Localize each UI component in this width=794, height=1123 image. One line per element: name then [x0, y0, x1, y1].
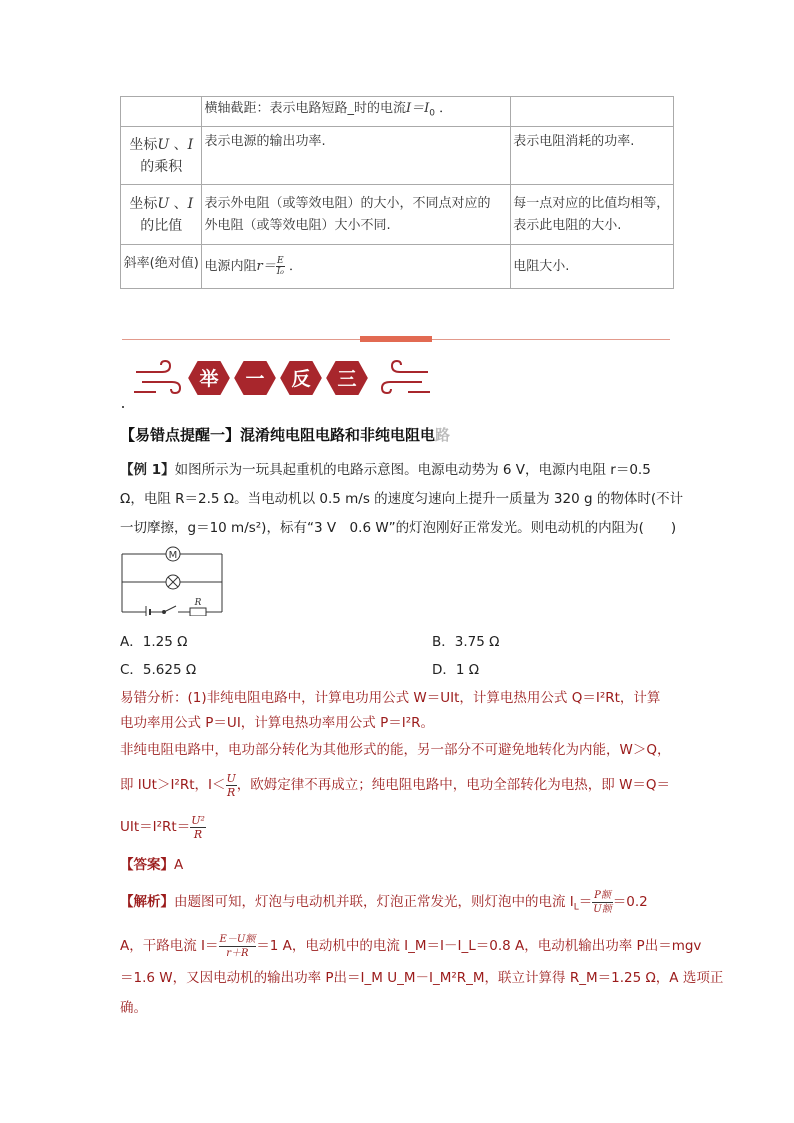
fraction: $\frac{E}{\text{I₀}}$ [276, 255, 284, 277]
table-cell: 斜率(绝对值) [121, 245, 202, 289]
table-cell: 电阻大小. [511, 245, 674, 289]
banner-accent-bar [360, 336, 432, 342]
error-point-heading: 【易错点提醒一】混淆纯电阻电路和非纯电阻电路 [120, 426, 451, 444]
cloud-ornament-right-icon [382, 361, 430, 393]
table-cell: 表示外电阻（或等效电阻）的大小，不同点对应的 外电阻（或等效电阻）大小不同. [202, 185, 511, 245]
fraction: $\frac{U}{R}$ [226, 771, 236, 799]
solution-line-2: A，干路电流 I＝ $\frac{\text{E－U额}}{r+R}$ ＝1 A，电动机中的电流 I_M＝I－I_L＝0.8 A，电动机输出功率 P出＝mgv [120, 933, 702, 959]
table-row [121, 97, 674, 127]
example-line-3: 一切摩擦，g＝10 m/s²)，标有“3 V 0.6 W”的灯泡刚好正常发光。则电动机的内阻为( ) [120, 520, 677, 536]
analysis-line-5: UIt＝I²Rt＝ $\frac{\text{U²}}{R}$ [120, 813, 205, 841]
option-b: B．3.75 Ω [432, 634, 500, 650]
banner-char-3: 反 [291, 368, 311, 390]
fraction: $\frac{\text{P额}}{\text{U额}}$ [593, 889, 612, 915]
table-row [121, 245, 674, 289]
table-cell [511, 97, 674, 127]
table-cell: 每一点对应的比值均相等， 表示此电阻的大小. [511, 185, 674, 245]
table-row [121, 127, 674, 185]
analysis-line-3: 非纯电阻电路中，电功部分转化为其他形式的能，另一部分不可避免地转化为内能，W＞Q， [120, 742, 671, 758]
table-cell: 坐标U 、I 的比值 [121, 185, 202, 245]
resistor-label: R [194, 598, 202, 608]
table-cell: 表示电源的输出功率. [202, 127, 511, 185]
stray-dot [122, 406, 124, 408]
cloud-ornament-left-icon [134, 361, 180, 393]
table-cell: 电源内阻r＝ $\frac{E}{\text{I₀}}$ ． [202, 245, 511, 289]
motor-label: M [168, 550, 178, 561]
option-d: D．1 Ω [432, 662, 480, 678]
banner-char-2: 一 [245, 368, 265, 390]
solution-line-4: 确。 [120, 1000, 147, 1016]
fraction: $\frac{\text{E－U额}}{r+R}$ [219, 933, 256, 959]
solution-line-3: ＝1.6 W，又因电动机的输出功率 P出＝I_M U_M－I_M²R_M，联立计算得 R_M＝1.25 Ω，A 选项正 [120, 970, 724, 986]
option-c: C．5.625 Ω [120, 662, 197, 678]
table-cell: 坐标U 、I 的乘积 [121, 127, 202, 185]
solution-line-1: 【解析】由题图可知，灯泡与电动机并联，灯泡正常发光，则灯泡中的电流 $I_L=$ $\frac{\text{P额}}{\text{U额}}$ ＝0.2 [120, 889, 648, 915]
analysis-line-1: 易错分析：(1)非纯电阻电路中，计算电功用公式 W＝UIt，计算电热用公式 Q＝I²Rt，计算 [120, 690, 661, 706]
table-cell: 横轴截距：表示电路短路_时的电流$I=I_0$ ． [202, 97, 511, 127]
table-row [121, 185, 674, 245]
example-line-1: 【例 1】如图所示为一玩具起重机的电路示意图。电源电动势为 6 V，电源内电阻 r＝0.5 [120, 462, 651, 478]
banner-char-4: 三 [337, 368, 357, 390]
banner-char-1: 举 [199, 368, 219, 390]
circuit-diagram [118, 544, 228, 616]
table-cell: 表示电阻消耗的功率. [511, 127, 674, 185]
iu-graph-table [120, 96, 674, 289]
analysis-line-4: 即 IUt＞I²Rt，I＜ $\frac{U}{R}$ ，欧姆定律不再成立；纯电阻电路中，电功全部转化为电热，即 W＝Q＝ [120, 771, 671, 799]
option-a: A．1.25 Ω [120, 634, 188, 650]
example-line-2: Ω，电阻 R＝2.5 Ω。当电动机以 0.5 m/s 的速度匀速向上提升一质量为 320 g 的物体时(不计 [120, 491, 684, 507]
answer-line: 【答案】A [120, 857, 184, 873]
analysis-line-2: 电功率用公式 P＝UI，计算电热功率用公式 P＝I²R。 [120, 715, 434, 731]
resistor-icon [190, 608, 206, 616]
table-cell [121, 97, 202, 127]
section-banner [132, 348, 432, 408]
fraction: $\frac{\text{U²}}{R}$ [191, 813, 205, 841]
